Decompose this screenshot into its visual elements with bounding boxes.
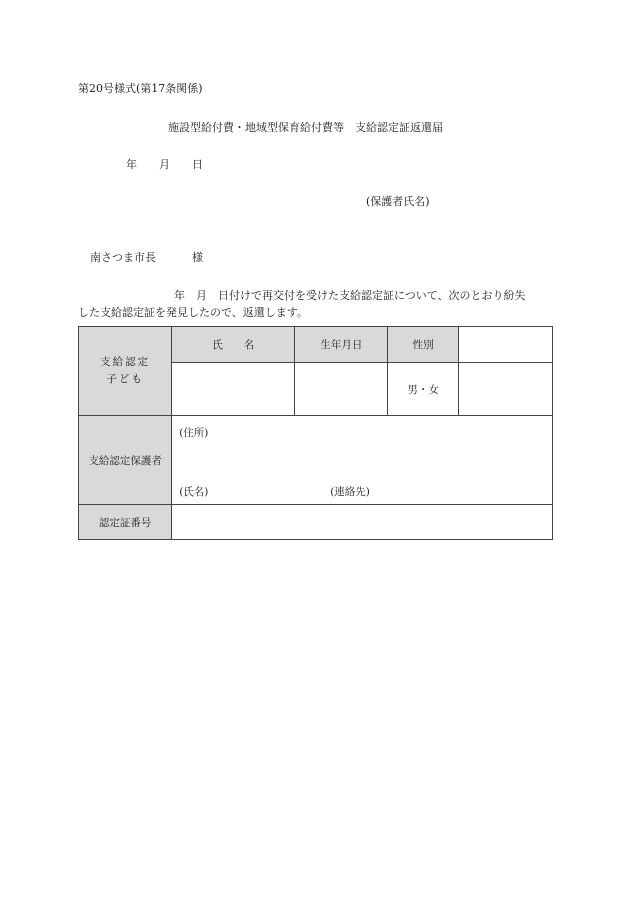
return-form-table bbox=[78, 326, 553, 540]
document-title: 施設型給付費・地域型保育給付費等 支給認定証返還届 bbox=[168, 121, 443, 134]
form-number: 第20号様式(第17条関係) bbox=[78, 82, 203, 95]
child-name-field[interactable] bbox=[172, 363, 295, 416]
addressee bbox=[90, 249, 203, 265]
guardian-name-label: (保護者氏名) bbox=[366, 195, 430, 208]
child-label-line-2: 子ども bbox=[106, 373, 144, 385]
child-label-cell bbox=[79, 327, 172, 416]
cert-number-label-cell: 認定証番号 bbox=[79, 505, 172, 540]
guardian-name-field-label: (氏名) bbox=[179, 486, 209, 498]
address-label: (住所) bbox=[179, 427, 209, 439]
name-column-header: 氏 名 bbox=[172, 327, 295, 363]
cert-number-field[interactable] bbox=[172, 505, 553, 540]
body-line-2: した支給認定証を発見したので、返還します。 bbox=[78, 306, 308, 319]
child-birthdate-field[interactable] bbox=[295, 363, 388, 416]
contact-label: (連絡先) bbox=[330, 486, 370, 498]
child-label-line-1: 支給認定 bbox=[100, 356, 151, 368]
blank-header-cell bbox=[458, 327, 552, 363]
guardian-label-cell: 支給認定保護者 bbox=[79, 416, 172, 505]
addressee-name: 南さつま市長 bbox=[90, 251, 156, 264]
birthdate-column-header: 生年月日 bbox=[295, 327, 388, 363]
date-line bbox=[126, 156, 203, 172]
gender-column-header: 性別 bbox=[388, 327, 459, 363]
body-line-1: 年 月 日付けで再交付を受けた支給認定証について、次のとおり紛失 bbox=[174, 289, 526, 302]
blank-field-cell bbox=[458, 363, 552, 416]
date-month-label: 月 bbox=[159, 158, 170, 171]
gender-field[interactable]: 男・女 bbox=[388, 363, 459, 416]
body-text bbox=[78, 287, 554, 321]
guardian-info-field[interactable] bbox=[172, 416, 553, 505]
addressee-honorific: 様 bbox=[192, 251, 203, 264]
date-day-label: 日 bbox=[192, 158, 203, 171]
date-year-label: 年 bbox=[126, 158, 137, 171]
